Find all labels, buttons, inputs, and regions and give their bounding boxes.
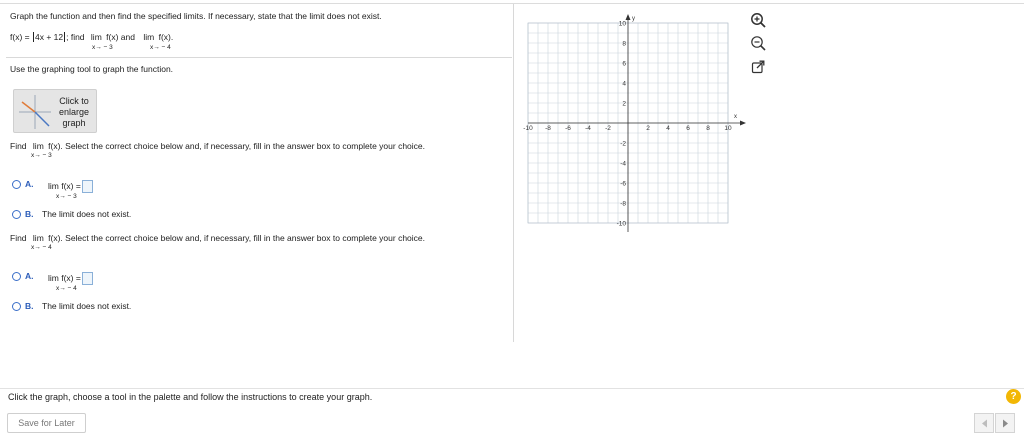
y-tick-label: -4 <box>620 160 626 168</box>
footer-divider <box>0 388 1024 389</box>
question-prompt: Graph the function and then find the specified limits. If necessary, state that the limit does not exist. <box>10 11 382 21</box>
y-tick-label: -6 <box>620 180 626 188</box>
chevron-right-icon <box>1002 419 1009 428</box>
part2-answer-box[interactable] <box>82 272 93 285</box>
x-axis <box>528 121 746 126</box>
part1-option-b-letter: B. <box>25 209 34 219</box>
y-tick-label: 10 <box>618 20 626 28</box>
limit1-subscript: x→ − 3 <box>92 44 113 51</box>
x-tick-label: 2 <box>646 125 650 132</box>
graph-thumbnail-icon <box>18 94 52 130</box>
y-tick-label: 2 <box>622 100 626 108</box>
x-tick-label: -4 <box>585 125 591 132</box>
graphing-canvas[interactable] <box>523 14 746 232</box>
part1-answer-box[interactable] <box>82 180 93 193</box>
footer-instruction: Click the graph, choose a tool in the palette and follow the instructions to create your graph. <box>8 392 373 402</box>
function-definition: f(x) = 4x + 12 ; find lim f(x) and lim f(x). <box>10 32 174 42</box>
part1-prompt: Find lim f(x). Select the correct choice below and, if necessary, fill in the answer box to complete your choice. <box>10 141 426 151</box>
zoom-out-icon[interactable] <box>750 35 766 51</box>
y-axis-label: y <box>632 16 635 22</box>
x-tick-label: 8 <box>706 125 710 132</box>
part2-option-b-radio[interactable] <box>12 302 21 311</box>
x-tick-label: -10 <box>523 125 533 132</box>
question-panel <box>0 4 514 342</box>
y-tick-label: 4 <box>622 80 626 88</box>
y-tick-label: -8 <box>620 200 626 208</box>
x-tick-label: 4 <box>666 125 670 132</box>
next-button[interactable] <box>995 413 1015 433</box>
chevron-left-icon <box>981 419 988 428</box>
zoom-in-icon[interactable] <box>750 12 766 28</box>
x-tick-label: -2 <box>605 125 611 132</box>
previous-button[interactable] <box>974 413 994 433</box>
x-tick-label: 10 <box>724 125 732 132</box>
part2-option-a-subscript: x→ − 4 <box>56 285 77 292</box>
x-tick-label: -6 <box>565 125 571 132</box>
help-button[interactable]: ? <box>1006 389 1021 404</box>
part2-option-b-letter: B. <box>25 301 34 311</box>
external-link-icon[interactable] <box>750 59 766 75</box>
part1-option-a-letter: A. <box>25 179 34 189</box>
part1-option-a-radio[interactable] <box>12 180 21 189</box>
y-tick-label: -2 <box>620 140 626 148</box>
y-tick-label: 8 <box>622 40 626 48</box>
x-axis-label: x <box>734 114 737 120</box>
enlarge-graph-button[interactable]: Click to enlarge graph <box>13 89 97 133</box>
part1-option-a-subscript: x→ − 3 <box>56 193 77 200</box>
part2-prompt: Find lim f(x). Select the correct choice below and, if necessary, fill in the answer box to complete your choice. <box>10 233 426 243</box>
y-tick-label: -10 <box>616 220 626 228</box>
y-tick-label: 6 <box>622 60 626 68</box>
part2-option-b-text: The limit does not exist. <box>42 301 132 311</box>
part1-option-a-text: lim f(x) = <box>48 180 93 193</box>
part2-subscript: x→ − 4 <box>31 244 52 251</box>
graph-instruction: Use the graphing tool to graph the function. <box>10 64 174 74</box>
limit2-subscript: x→ − 4 <box>150 44 171 51</box>
section-divider <box>6 57 512 58</box>
part2-option-a-radio[interactable] <box>12 272 21 281</box>
function-abs-expression: 4x + 12 <box>34 32 64 42</box>
part2-option-a-letter: A. <box>25 271 34 281</box>
x-tick-label: 6 <box>686 125 690 132</box>
part1-option-b-text: The limit does not exist. <box>42 209 132 219</box>
part1-subscript: x→ − 3 <box>31 152 52 159</box>
part2-option-a-text: lim f(x) = <box>48 272 93 285</box>
panel-divider <box>513 4 514 342</box>
part1-option-b-radio[interactable] <box>12 210 21 219</box>
x-tick-label: -8 <box>545 125 551 132</box>
save-for-later-button[interactable]: Save for Later <box>7 413 86 433</box>
